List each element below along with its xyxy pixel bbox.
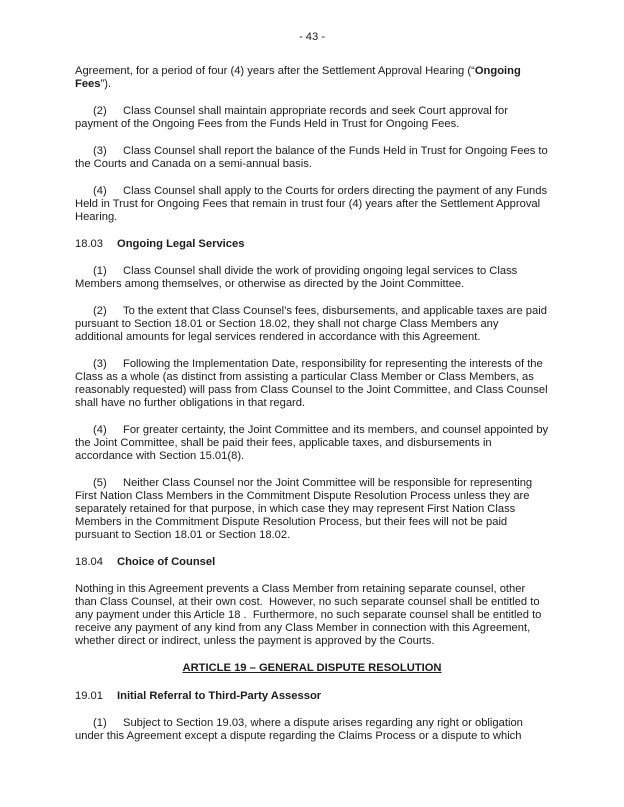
defined-term-ongoing-fees: Ongoing Fees (75, 65, 521, 90)
article-heading-19 (75, 662, 549, 675)
paragraph-number: (4) (93, 424, 107, 436)
paragraph-number: (1) (93, 265, 107, 277)
paragraph-number: (2) (93, 305, 107, 317)
section-title: Initial Referral to Third-Party Assessor (117, 690, 322, 702)
numbered-paragraph-18-03-2 (75, 305, 549, 344)
section-number: 18.04 (75, 556, 103, 568)
numbered-paragraph-18-02-2 (75, 105, 549, 131)
numbered-paragraph-19-01-1 (75, 717, 549, 743)
paragraph-number: (3) (93, 358, 107, 370)
section-number: 19.01 (75, 690, 103, 702)
paragraph-text: Class Counsel shall divide the work of providing ongoing legal services to Class Members among themselves, or otherwise as directed by the Joint Committee. (75, 265, 518, 290)
section-heading-19-01 (75, 690, 549, 703)
numbered-paragraph-18-03-3 (75, 358, 549, 410)
numbered-paragraph-18-02-3 (75, 145, 549, 171)
paragraph-text: Agreement, for a period of four (4) years after the Settlement Approval Hearing (“ (75, 65, 475, 77)
section-heading-18-03 (75, 238, 549, 251)
numbered-paragraph-18-03-1 (75, 265, 549, 291)
paragraph-text: Class Counsel shall report the balance of the Funds Held in Trust for Ongoing Fees to the Courts and Canada on a semi-annual basis. (75, 145, 548, 170)
paragraph-text: Class Counsel shall maintain appropriate records and seek Court approval for payment of the Ongoing Fees from the Funds Held in Trust for Ongoing Fees. (75, 105, 508, 130)
numbered-paragraph-18-03-5 (75, 477, 549, 542)
paragraph-text: For greater certainty, the Joint Committee and its members, and counsel appointed by the Joint Committee, shall be paid their fees, applicable taxes, and disbursements in accordance with Section 15.01(8). (75, 424, 549, 462)
paragraph-text: To the extent that Class Counsel’s fees, disbursements, and applicable taxes are paid pursuant to Section 18.01 or Section 18.02, they shall not charge Class Members any additional amounts for legal services rendered in accordance with this Agreement. (75, 305, 547, 343)
paragraph-18-04-body (75, 583, 549, 648)
article-heading-text: ARTICLE 19 – GENERAL DISPUTE RESOLUTION (182, 662, 442, 674)
paragraph-number: (2) (93, 105, 107, 117)
numbered-paragraph-18-03-4 (75, 424, 549, 463)
section-title: Choice of Counsel (117, 556, 216, 568)
section-number: 18.03 (75, 238, 103, 250)
numbered-paragraph-18-02-4 (75, 185, 549, 224)
paragraph-text: Class Counsel shall apply to the Courts for orders directing the payment of any Funds Held in Trust for Ongoing Fees that remain in trust four (4) years after the Settlement Approval Hearing. (75, 185, 548, 223)
paragraph-text: Nothing in this Agreement prevents a Class Member from retaining separate counsel, other than Class Counsel, at their own cost. However, no such separate counsel shall be entitled to any payment under this Article 18 . Furthermore, no such separate counsel shall be entitled to receive any payment of any kind from any Class Member in connection with this Agreement, whether direct or indirect, unless the payment is approved by the Courts. (75, 583, 542, 647)
paragraph-text: Subject to Section 19.03, where a dispute arises regarding any right or obligation under this Agreement except a dispute regarding the Claims Process or a dispute to which (75, 717, 523, 742)
section-heading-18-04 (75, 556, 549, 569)
page-number: - 43 - (298, 31, 326, 43)
paragraph-text: Neither Class Counsel nor the Joint Committee will be responsible for representing First Nation Class Members in the Commitment Dispute Resolution Process unless they are separately retained for that purpose, in which case they may represent First Nation Class Members in the Commitment Dispute Resolution Process, but their fees will not be paid pursuant to Section 18.01 or Section 18.02. (75, 477, 533, 541)
paragraph-opening (75, 65, 549, 91)
paragraph-number: (1) (93, 717, 107, 729)
paragraph-number: (3) (93, 145, 107, 157)
paragraph-text: Following the Implementation Date, responsibility for representing the interests of the Class as a whole (as distinct from assisting a particular Class Member or Class Members, as reasonably requested) will pass from Class Counsel to the Joint Committee, and Class Counsel shall have no further obligations in that regard. (75, 358, 548, 409)
section-title: Ongoing Legal Services (117, 238, 245, 250)
paragraph-number: (4) (93, 185, 107, 197)
paragraph-number: (5) (93, 477, 107, 489)
paragraph-text: ”). (100, 78, 112, 90)
